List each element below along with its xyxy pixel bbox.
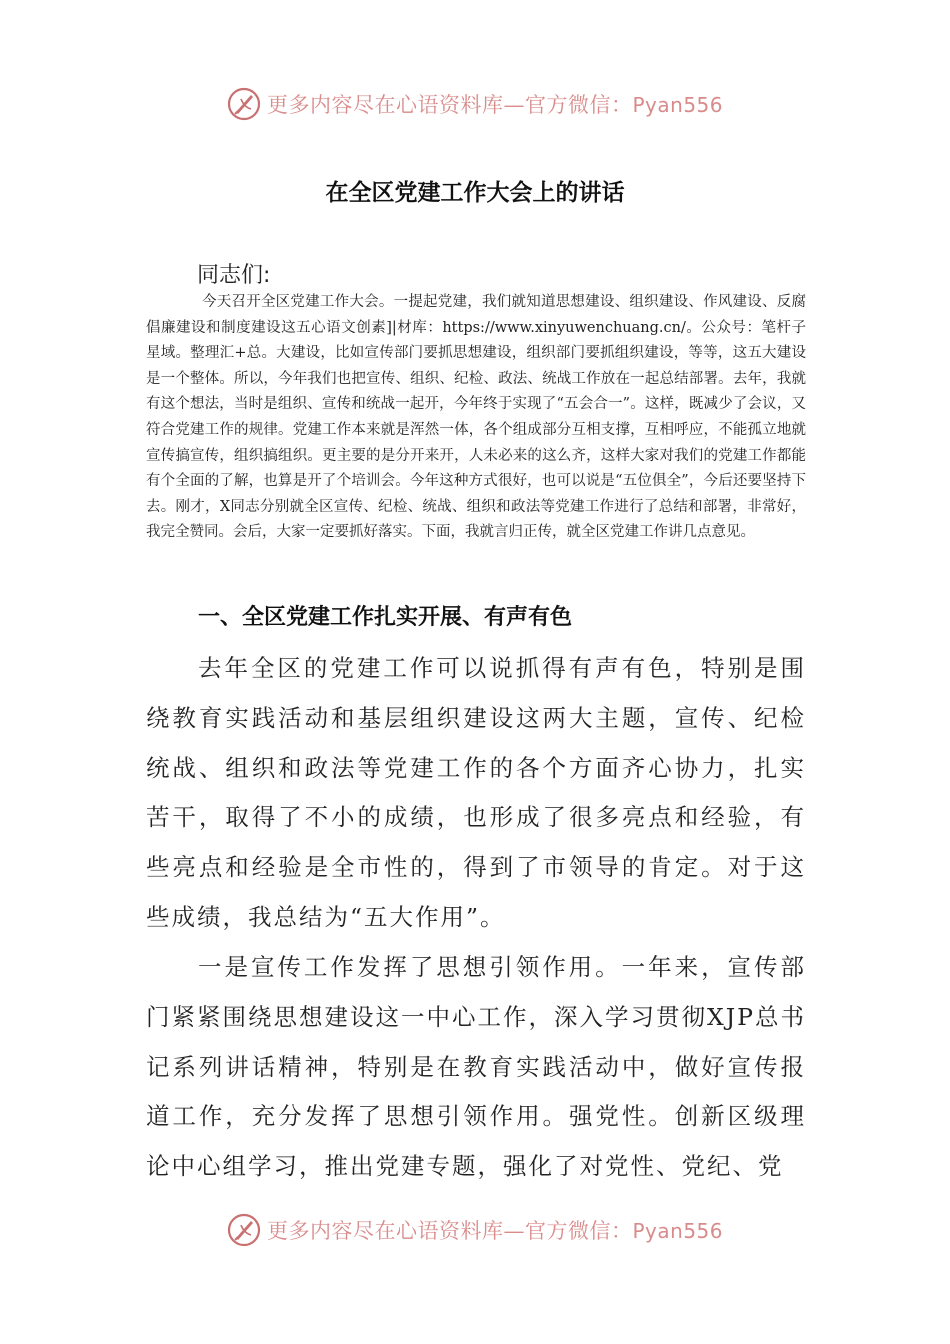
section-1-heading: 一、全区党建工作扎实开展、有声有色	[198, 605, 573, 630]
watermark-header	[0, 82, 950, 126]
document-title: 在全区党建工作大会上的讲话	[325, 180, 625, 206]
section-1-paragraph-2: 一是宣传工作发挥了思想引领作用。一年来，宣传部门紧紧围绕思想建设这一中心工作，深入学习贯彻XJP总书记系列讲话精神，特别是在教育实践活动中，做好宣传报道工作，充分发挥了思想引领作用。强党性。创新区级理论中心组学习，推出党建专题，强化了对党性、党纪、党	[146, 953, 806, 1181]
section-1-paragraph-1: 去年全区的党建工作可以说抓得有声有色，特别是围绕教育实践活动和基层组织建设这两大主题，宣传、纪检统战、组织和政法等党建工作的各个方面齐心协力，扎实苦干，取得了不小的成绩，也形成了很多亮点和经验，有些亮点和经验是全市性的，得到了市领导的肯定。对于这些成绩，我总结为“五大作用”。	[146, 654, 806, 931]
quill-logo-icon	[227, 87, 261, 121]
watermark-text: 更多内容尽在心语资料库—官方微信：Pyan556	[266, 93, 723, 117]
watermark-footer	[0, 1208, 950, 1252]
watermark-text: 更多内容尽在心语资料库—官方微信：Pyan556	[266, 1219, 723, 1243]
intro-paragraph: 今天召开全区党建工作大会。一提起党建，我们就知道思想建设、组织建设、作风建设、反腐倡廉建设和制度建设这五心语文创素]|材库：https://www.xinyuwenchuang.cn/。公众号：笔杆子星域。整理汇+总。大建设，比如宣传部门要抓思想建设，组织部门要抓组织建设，等等，这五大建设是一个整体。所以，今年我们也把宣传、组织、纪检、政法、统战工作放在一起总结部署。去年，我就有这个想法，当时是组织、宣传和统战一起开，今年终于实现了“五会合一”。这样，既减少了会议，又符合党建工作的规律。党建工作本来就是浑然一体，各个组成部分互相支撑，互相呼应，不能孤立地就宣传搞宣传，组织搞组织。更主要的是分开来开，人未必来的这么齐，这样大家对我们的党建工作都能有个全面的了解，也算是开了个培训会。今年这种方式很好，也可以说是“五位俱全”，今后还要坚持下去。刚才，X同志分别就全区宣传、纪检、统战、组织和政法等党建工作进行了总结和部署，非常好，我完全赞同。会后，大家一定要抓好落实。下面，我就言归正传，就全区党建工作讲几点意见。	[146, 294, 806, 541]
quill-logo-icon	[227, 1213, 261, 1247]
salutation: 同志们:	[197, 263, 271, 288]
